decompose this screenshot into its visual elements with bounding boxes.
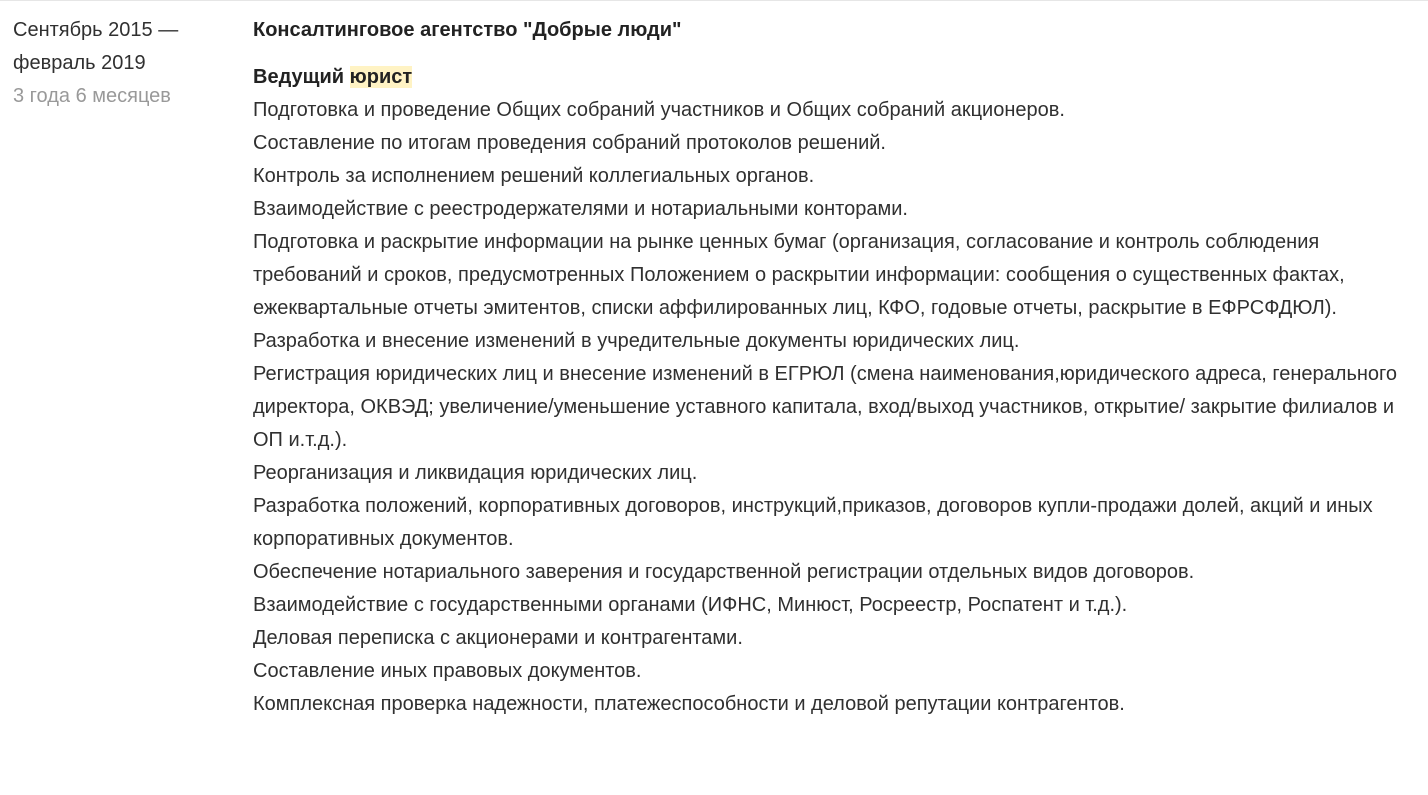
- period-duration: 3 года 6 месяцев: [13, 85, 171, 107]
- job-description: Подготовка и проведение Общих собраний участников и Общих собраний акционеров. Составление по итогам проведения собраний протоколов решений. Контроль за исполнением решений коллегиальных органов. Взаимодействие с реестродержателями и нотариальными конторами. Подготовка и раскрытие информации на рынке ценных бумаг (организация, согласование и контроль соблюдения требований и сроков, предусмотренных Положением о раскрытии информации: сообщения о существенных фактах, ежеквартальные отчеты эмитентов, списки аффилированных лиц, КФО, годовые отчеты, раскрытие в ЕФРСФДЮЛ). Разработка и внесение изменений в учредительные документы юридических лиц. Регистрация юридических лиц и внесение изменений в ЕГРЮЛ (смена наименования,юридического адреса, генерального директора, ОКВЭД; увеличение/уменьшение уставного капитала, вход/выход участников, открытие/ закрытие филиалов и ОП и.т.д.). Реорганизация и ликвидация юридических лиц. Разработка положений, корпоративных договоров, инструкций,приказов, договоров купли-продажи долей, акций и иных корпоративных документов. Обеспечение нотариального заверения и государственной регистрации отдельных видов договоров. Взаимодействие с государственными органами (ИФНС, Минюст, Росреестр, Роспатент и т.д.). Деловая переписка с акционерами и контрагентами. Составление иных правовых документов. Комплексная проверка надежности, платежеспособности и деловой репутации контрагентов.: [253, 99, 1398, 715]
- period-start: Сентябрь 2015 —: [13, 19, 179, 41]
- period-end: февраль 2019: [13, 52, 146, 74]
- search-highlight: юрист: [349, 66, 413, 88]
- experience-period: [13, 14, 233, 113]
- top-divider: [0, 0, 1428, 1]
- company-name: Консалтинговое агентство "Добрые люди": [253, 19, 682, 41]
- position-title-prefix: Ведущий: [253, 66, 350, 88]
- position-title: [253, 61, 1413, 94]
- experience-details: [253, 14, 1413, 721]
